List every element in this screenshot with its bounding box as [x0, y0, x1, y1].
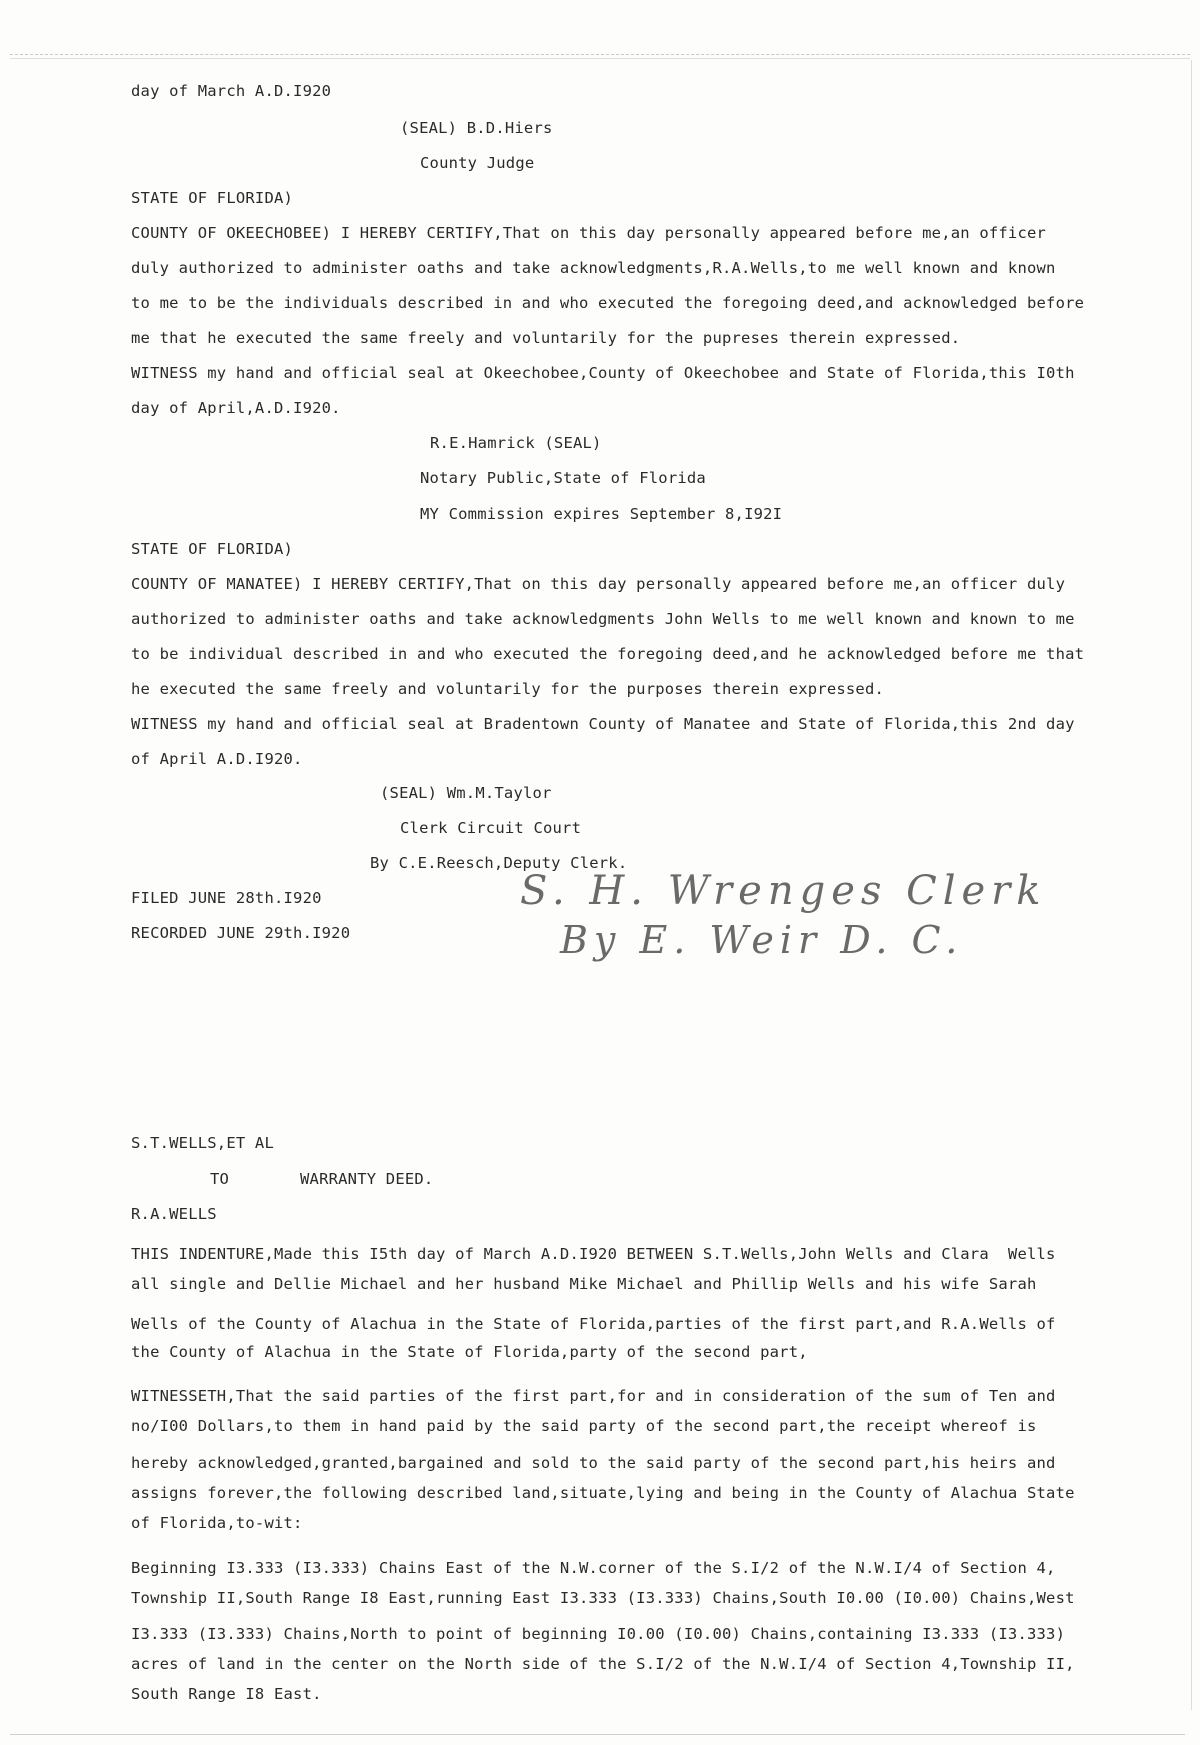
deed-text-line: Beginning I3.333 (I3.333) Chains East of the N.W.corner of the S.I/2 of the N.W.I/4 of Section 4, [131, 1559, 1056, 1577]
deed-type: WARRANTY DEED. [300, 1170, 434, 1188]
clerk-name: (SEAL) Wm.M.Taylor [380, 784, 552, 802]
deed-text-line: of Florida,to-wit: [131, 1514, 303, 1532]
deed-text-line: Township II,South Range I8 East,running East I3.333 (I3.333) Chains,South I0.00 (I0.00) Chains,West [131, 1589, 1075, 1607]
okeechobee-state-heading: STATE OF FLORIDA) [131, 189, 294, 207]
okeechobee-text-line: COUNTY OF OKEECHOBEE) I HEREBY CERTIFY,That on this day personally appeared before me,an officer [131, 224, 1047, 242]
deed-text-line: all single and Dellie Michael and her husband Mike Michael and Phillip Wells and his wife Sarah [131, 1275, 1037, 1293]
okeechobee-text-line: day of April,A.D.I920. [131, 399, 341, 417]
deed-text-line: assigns forever,the following described land,situate,lying and being in the County of Alachua State [131, 1484, 1075, 1502]
deed-text-line: South Range I8 East. [131, 1685, 322, 1703]
manatee-text-line: to be individual described in and who executed the foregoing deed,and he acknowledged before me that [131, 645, 1085, 663]
handwritten-signature-deputy: By E. Weir D. C. [560, 918, 964, 962]
deputy-clerk: By C.E.Reesch,Deputy Clerk. [370, 854, 628, 872]
deed-text-line: I3.333 (I3.333) Chains,North to point of beginning I0.00 (I0.00) Chains,containing I3.333 (I3.333) [131, 1625, 1066, 1643]
judge-title: County Judge [420, 154, 535, 172]
notary-title: Notary Public,State of Florida [420, 469, 706, 487]
manatee-text-line: authorized to administer oaths and take acknowledgments John Wells to me well known and known to me [131, 610, 1075, 628]
filed-date: FILED JUNE 28th.I920 [131, 889, 322, 907]
page-edge [1191, 60, 1192, 1710]
okeechobee-text-line: me that he executed the same freely and voluntarily for the pupreses therein expressed. [131, 329, 961, 347]
manatee-text-line: he executed the same freely and voluntarily for the purposes therein expressed. [131, 680, 885, 698]
okeechobee-text-line: WITNESS my hand and official seal at Okeechobee,County of Okeechobee and State of Florida,this I0th [131, 364, 1075, 382]
deed-text-line: WITNESSETH,That the said parties of the first part,for and in consideration of the sum of Ten and [131, 1387, 1056, 1405]
manatee-state-heading: STATE OF FLORIDA) [131, 540, 294, 558]
page-bottom-edge [10, 1734, 1185, 1735]
top-rule [10, 54, 1190, 55]
top-rule-second [10, 58, 1190, 59]
manatee-text-line: of April A.D.I920. [131, 750, 303, 768]
deed-text-line: Wells of the County of Alachua in the State of Florida,parties of the first part,and R.A.Wells of [131, 1315, 1056, 1333]
manatee-text-line: WITNESS my hand and official seal at Bradentown County of Manatee and State of Florida,this 2nd day [131, 715, 1075, 733]
okeechobee-text-line: duly authorized to administer oaths and take acknowledgments,R.A.Wells,to me well known and known [131, 259, 1056, 277]
deed-text-line: hereby acknowledged,granted,bargained and sold to the said party of the second part,his heirs and [131, 1454, 1056, 1472]
grantee: R.A.WELLS [131, 1205, 217, 1223]
okeechobee-text-line: to me to be the individuals described in and who executed the foregoing deed,and acknowledged before [131, 294, 1085, 312]
deed-text-line: THIS INDENTURE,Made this I5th day of March A.D.I920 BETWEEN S.T.Wells,John Wells and Clara Wells [131, 1245, 1056, 1263]
notary-name: R.E.Hamrick (SEAL) [430, 434, 602, 452]
date-line: day of March A.D.I920 [131, 82, 332, 100]
notary-commission: MY Commission expires September 8,I92I [420, 505, 783, 523]
deed-to: TO [210, 1170, 230, 1188]
deed-text-line: no/I00 Dollars,to them in hand paid by the said party of the second part,the receipt whereof is [131, 1417, 1037, 1435]
manatee-text-line: COUNTY OF MANATEE) I HEREBY CERTIFY,That on this day personally appeared before me,an officer duly [131, 575, 1066, 593]
handwritten-signature-clerk: S. H. Wrenges Clerk [520, 868, 1047, 914]
judge-name: (SEAL) B.D.Hiers [400, 119, 553, 137]
recorded-date: RECORDED JUNE 29th.I920 [131, 924, 351, 942]
deed-text-line: acres of land in the center on the North side of the S.I/2 of the N.W.I/4 of Section 4,Township II, [131, 1655, 1075, 1673]
deed-text-line: the County of Alachua in the State of Florida,party of the second part, [131, 1343, 808, 1361]
grantor: S.T.WELLS,ET AL [131, 1134, 274, 1152]
clerk-title: Clerk Circuit Court [400, 819, 582, 837]
